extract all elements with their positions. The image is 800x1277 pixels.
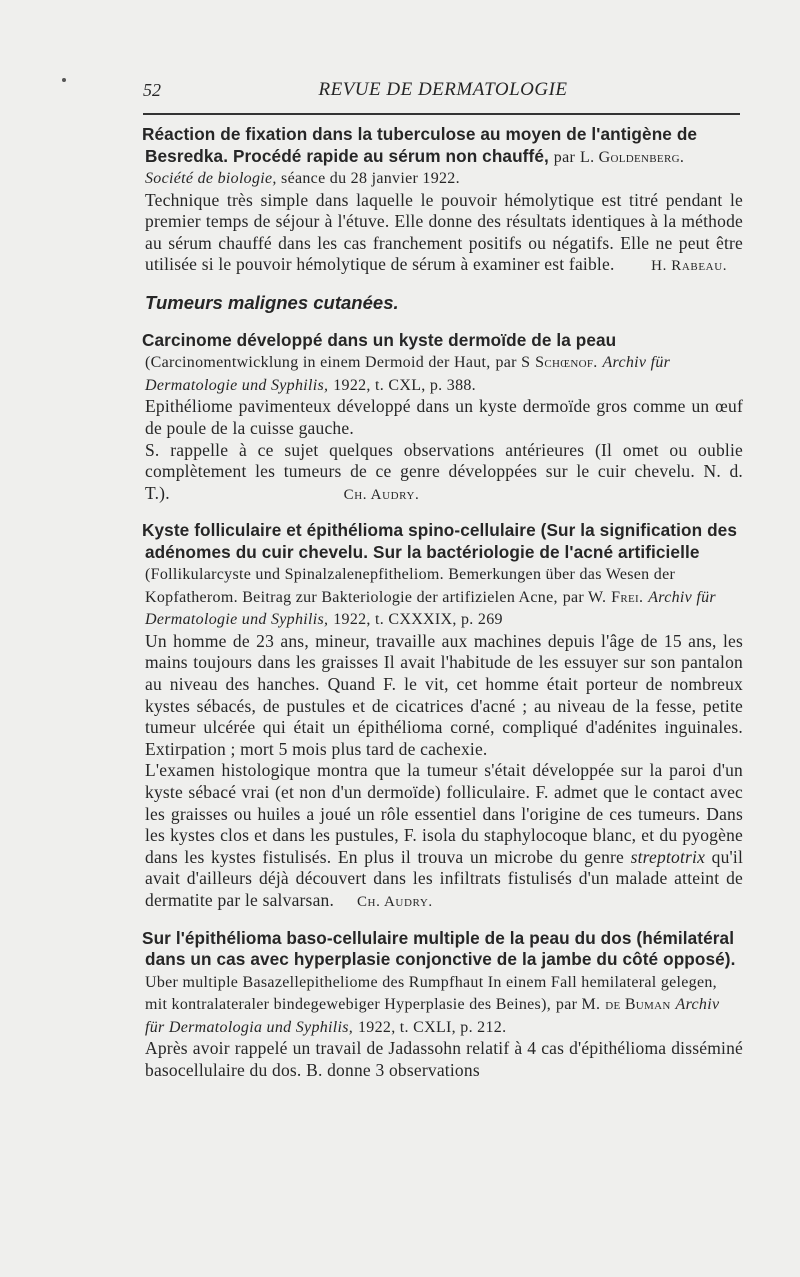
abstract-by: par S	[495, 354, 531, 372]
abstract-text-end: qu'il avait d'ailleurs déjà découvert dans les infiltrats fistulisés d'un malade atteint de dermatite par le salvarsan.	[145, 846, 744, 910]
journal-name: Archiv für Dermatologie und Syphilis,	[145, 354, 671, 394]
abstract-text: S. rappelle à ce sujet quelques observations antérieures (Il omet ou oublie complètement les tumeurs de ce genre développées sur le cuir chevelu. N. d. T.).	[145, 439, 743, 503]
genus-name: streptotrix	[630, 846, 706, 867]
abstract-title: Carcinome développé dans un kyste dermoïde de la peau	[142, 329, 617, 350]
abstract-by: par M.	[555, 996, 601, 1014]
abstract-entry-4	[142, 927, 743, 1082]
reviewer-signature: H. Rabeau.	[651, 258, 728, 275]
abstract-entry-1	[142, 124, 743, 278]
abstract-entry-2	[142, 329, 743, 506]
abstract-title: Réaction de fixation dans la tuberculose au moyen de l'antigène de Besredka. Procédé rapide au sérum non chauffé,	[142, 124, 698, 166]
section-title: Tumeurs malignes cutanées.	[145, 291, 399, 313]
abstract-body	[145, 190, 743, 278]
journal-name: Archiv für Dermatologia und Syphilis,	[145, 996, 720, 1036]
citation-ref: 1922, t. CXL, p. 388.	[333, 376, 476, 394]
abstract-text: L'examen histologique montra que la tumeur s'était développée sur la paroi d'un kyste sébacé vrai (et non d'un dermoïde) folliculaire. F. admet que le contact avec les graisses ou huiles a joué un rôle essentiel dans l'origine de ces tumeurs. Dans les kystes clos et dans les pustules, F. isola du staphylocoque blanc, et du pyogène dans les kystes fistulisés. En plus il trouva un microbe du genre	[145, 760, 743, 867]
abstract-heading	[142, 124, 743, 168]
journal-name: Société de biologie,	[145, 170, 277, 187]
citation-ref: 1922, t. CXLI, p. 212.	[358, 1018, 507, 1036]
reviewer-signature: Ch. Audry.	[343, 486, 420, 503]
abstract-author: Frei.	[611, 588, 644, 606]
german-title: Uber multiple Basazellepitheliome des Rumpfhaut In einem Fall hemilateral gelegen, mit kontralateraler bindegewebiger Hyperplasie des Beines),	[145, 973, 717, 1014]
abstract-paragraph-last	[145, 440, 743, 507]
abstract-heading	[142, 520, 743, 631]
journal-name: Archiv für Dermatologie und Syphilis,	[145, 588, 716, 629]
abstract-entry-3	[142, 520, 744, 913]
citation-ref: 1922, t. CXXXIX, p. 269	[333, 611, 503, 629]
abstract-citation	[145, 168, 743, 190]
running-title: REVUE DE DERMATOLOGIE	[318, 79, 568, 100]
abstract-paragraph: Un homme de 23 ans, mineur, travaille aux machines depuis l'âge de 15 ans, les mains toujours dans les graisses Il avait l'habitude de les essuyer sur son pantalon au niveau des hanches. Quand F. le vit, cet homme était porteur de nombreux kystes sébacés, de pustules et de cicatrices d'acné ; au niveau de la fesse, petite tumeur ulcérée qui était un épithélioma corné, compliqué d'adénites inguinales. Extirpation ; mort 5 mois plus tard de cachexie.	[145, 630, 743, 759]
abstract-paragraph: Après avoir rappelé un travail de Jadassohn relatif à 4 cas d'épithélioma disséminé basocellulaire du dos. B. donne 3 observations	[145, 1038, 743, 1080]
abstract-title: Kyste folliculaire et épithélioma spino-cellulaire (Sur la signification des adénomes du cuir chevelu. Sur la bactériologie de l'acné artificielle	[142, 520, 737, 562]
abstract-text: Technique très simple dans laquelle le pouvoir hémolytique est titré pendant le premier temps de séjour à l'étuve. Elle donne des résultats identiques à la méthode au sérum chauffé dans les cas franchement positifs ou négatifs. Elle ne peut être utilisée si le pouvoir hémolytique de sérum à examiner est faible.	[145, 189, 743, 275]
margin-mark	[62, 78, 66, 82]
article-column	[142, 124, 744, 1095]
citation-date: séance du 28 janvier 1922.	[281, 170, 460, 187]
page-number: 52	[143, 80, 161, 100]
abstract-heading	[142, 329, 743, 397]
abstract-author: de Buman	[605, 996, 671, 1014]
abstract-heading	[142, 927, 743, 1039]
header-rule	[143, 113, 740, 115]
abstract-paragraph-last	[145, 760, 743, 913]
abstract-author: L. Goldenberg.	[580, 148, 685, 166]
abstract-paragraph: Epithéliome pavimenteux développé dans un kyste dermoïde gros comme un œuf de poule de la cuisse gauche.	[145, 396, 743, 438]
abstract-by: par	[553, 148, 576, 166]
german-title: (Carcinomentwicklung in einem Dermoid der Haut,	[145, 354, 491, 372]
german-title: (Follikularcyste und Spinalzalenepfitheliom. Bemerkungen über das Wesen der Kopfatherom. Beitrag zur Bakteriologie der artifizielen Acne,	[145, 566, 676, 606]
abstract-by: par W.	[562, 588, 607, 606]
reviewer-signature: Ch. Audry.	[356, 893, 433, 910]
abstract-author: Schœnof.	[535, 354, 598, 372]
page-header	[143, 76, 743, 106]
abstract-title: Sur l'épithélioma baso-cellulaire multiple de la peau du dos (hémilatéral dans un cas avec hyperplasie conjonctive de la jambe du côté opposé).	[142, 927, 736, 970]
